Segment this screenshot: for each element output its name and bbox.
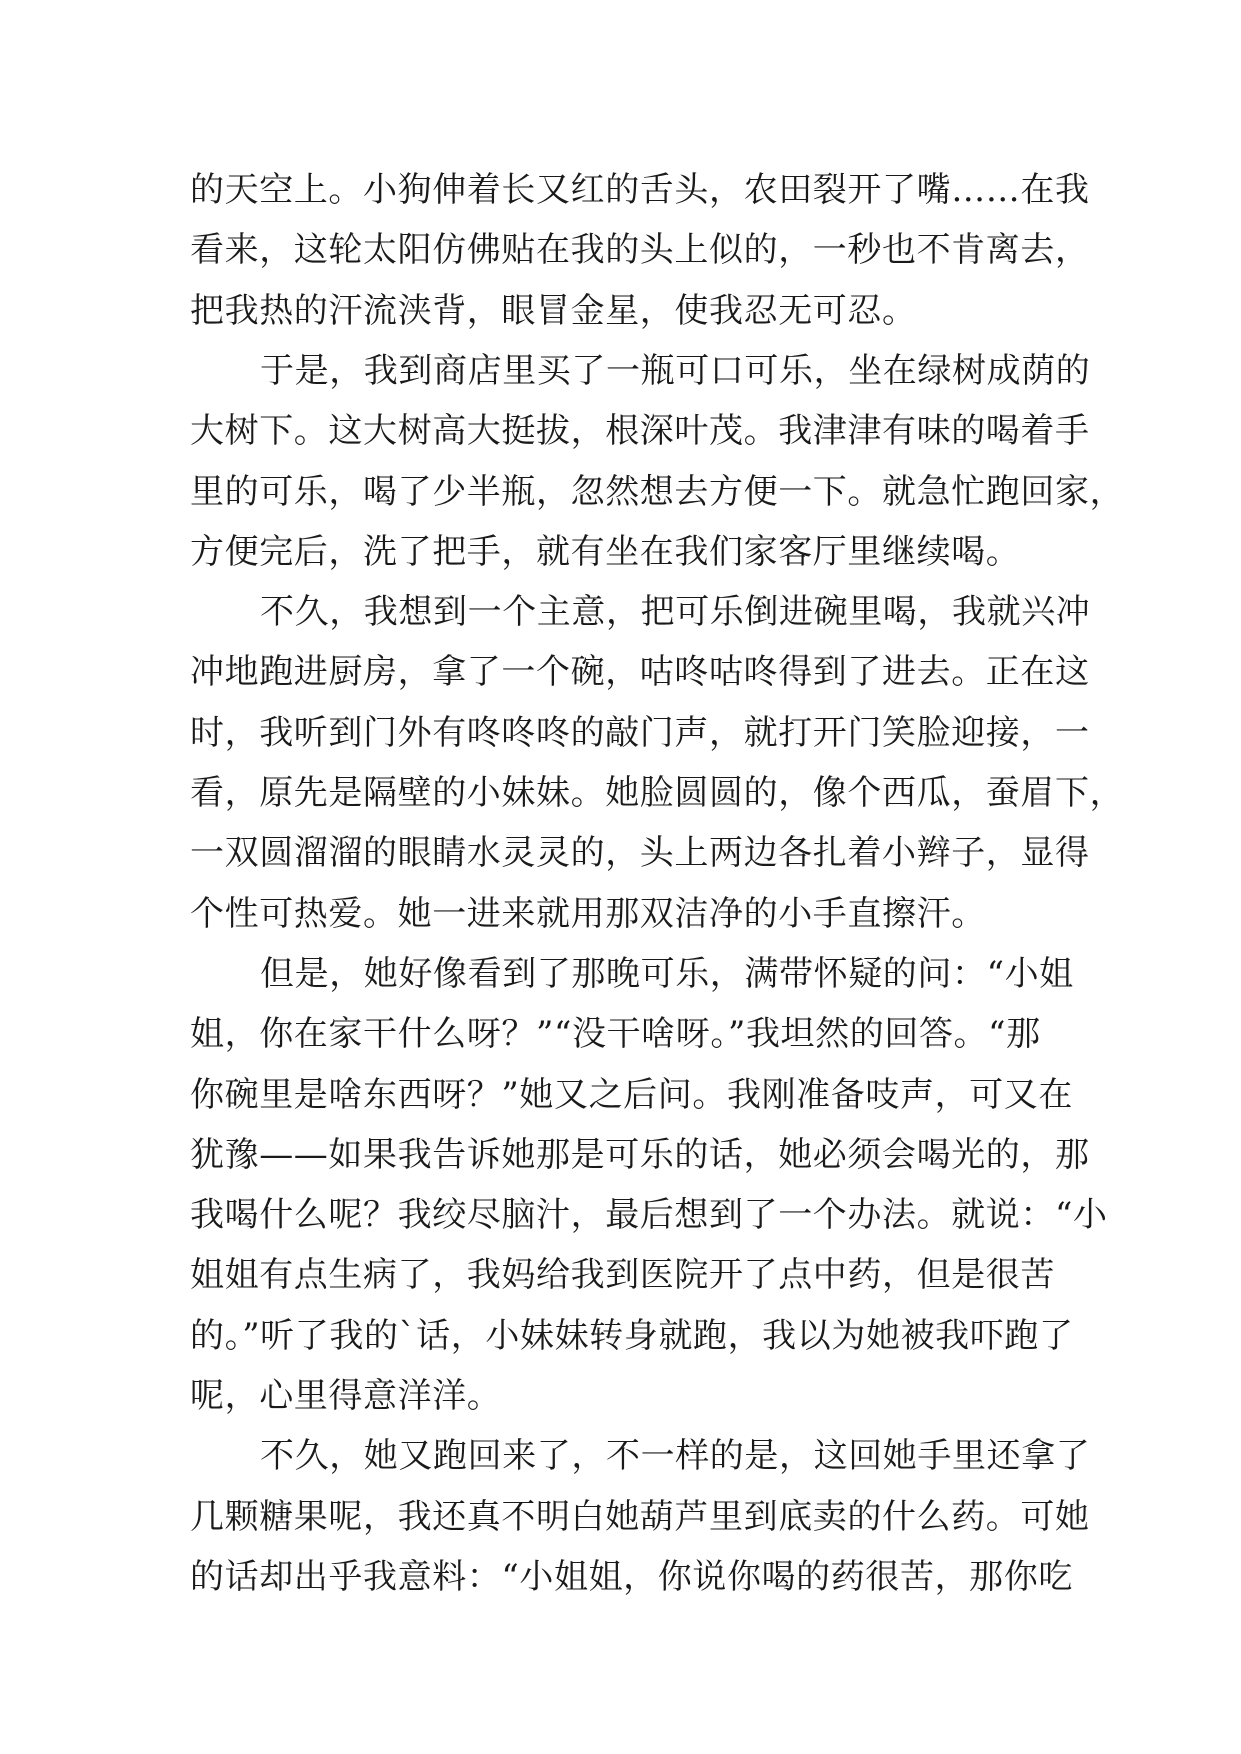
text-line: 一双圆溜溜的眼睛水灵灵的，头上两边各扎着小辫子，显得 [190, 833, 1090, 874]
text-line: 时，我听到门外有咚咚咚的敲门声，就打开门笑脸迎接，一 [190, 712, 1090, 753]
text-line: 把我热的汗流浃背，眼冒金星，使我忍无可忍。 [190, 290, 917, 331]
text-line: 看，原先是隔壁的小妹妹。她脸圆圆的，像个西瓜，蚕眉下， [190, 773, 1125, 813]
text-line: 姐姐有点生病了，我妈给我到医院开了点中药，但是很苦 [190, 1255, 1055, 1296]
paragraph-first-line: 不久，我想到一个主意，把可乐倒进碗里喝，我就兴冲 [260, 592, 1091, 633]
text-line: 大树下。这大树高大挺拔，根深叶茂。我津津有味的喝着手 [190, 411, 1090, 452]
text-line: 的话却出乎我意料：“小姐姐，你说你喝的药很苦，那你吃 [190, 1556, 1073, 1597]
text-line: 呢，心里得意洋洋。 [190, 1376, 502, 1416]
text-line: 姐，你在家干什么呀？”“没干啥呀。”我坦然的回答。“那 [190, 1014, 1041, 1055]
text-line: 个性可热爱。她一进来就用那双洁净的小手直擦汗。 [190, 893, 986, 934]
text-line: 方便完后，洗了把手，就有坐在我们家客厅里继续喝。 [190, 531, 1021, 572]
text-line: 里的可乐，喝了少半瓶，忽然想去方便一下。就急忙跑回家， [190, 471, 1125, 512]
text-line: 我喝什么呢？我绞尽脑汁，最后想到了一个办法。就说：“小 [190, 1195, 1108, 1236]
paragraph-first-line: 于是，我到商店里买了一瓶可口可乐，坐在绿树成荫的 [260, 350, 1091, 391]
text-line: 的。”听了我的`话，小妹妹转身就跑，我以为她被我吓跑了 [190, 1315, 1074, 1356]
paragraph-first-line: 不久，她又跑回来了，不一样的是，这回她手里还拿了 [260, 1436, 1091, 1477]
text-line: 看来，这轮太阳仿佛贴在我的头上似的，一秒也不肯离去， [190, 230, 1090, 271]
text-line: 犹豫——如果我告诉她那是可乐的话，她必须会喝光的，那 [190, 1134, 1090, 1175]
text-line: 的天空上。小狗伸着长又红的舌头，农田裂开了嘴……在我 [190, 170, 1090, 210]
paragraph-first-line: 但是，她好像看到了那晚可乐，满带怀疑的问：“小姐 [260, 953, 1074, 994]
text-line: 冲地跑进厨房，拿了一个碗，咕咚咕咚得到了进去。正在这 [190, 652, 1090, 693]
text-line: 你碗里是啥东西呀？”她又之后问。我刚准备吱声，可又在 [190, 1074, 1073, 1115]
text-line: 几颗糖果呢，我还真不明白她葫芦里到底卖的什么药。可她 [190, 1496, 1090, 1537]
